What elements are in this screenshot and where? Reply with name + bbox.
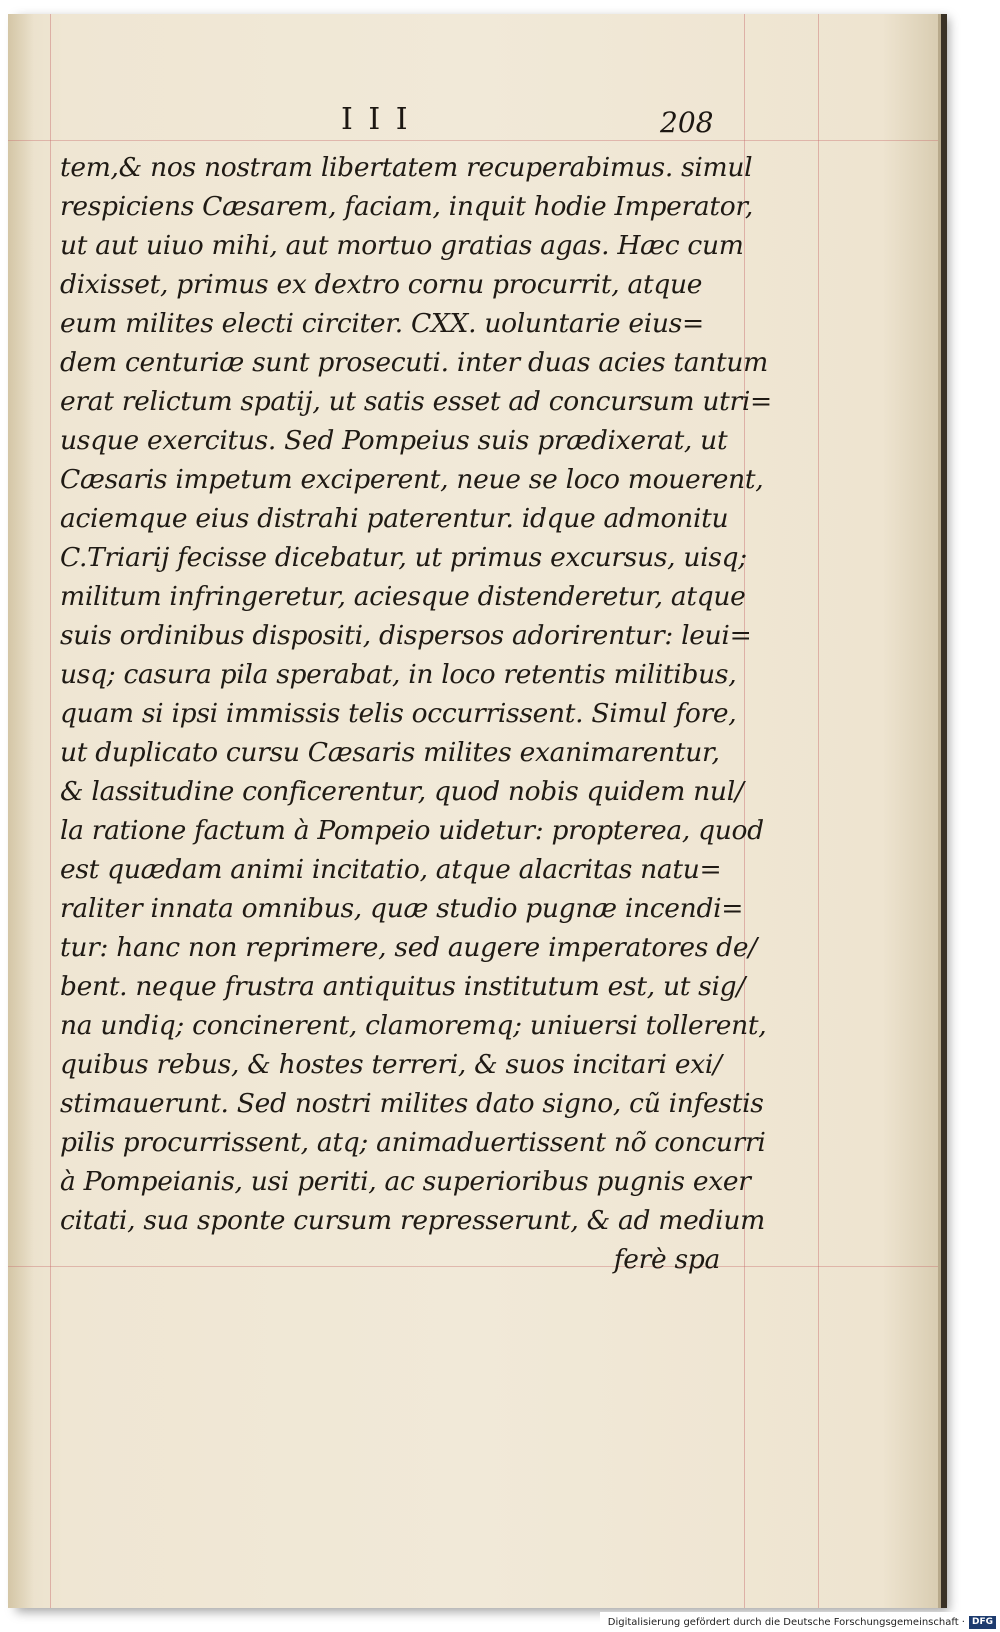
margin-rule-right (744, 14, 745, 1608)
body-text (60, 148, 772, 1279)
text-line: quibus rebus, & hostes terreri, & suos incitari exi/ (60, 1049, 722, 1080)
text-line: raliter innata omnibus, quæ studio pugnæ incendi= (60, 893, 744, 924)
text-line: militum infringeretur, aciesque distenderetur, atque (60, 581, 746, 612)
text-line: bent. neque frustra antiquitus institutum est, ut sig/ (60, 971, 745, 1002)
book-page (8, 14, 941, 1608)
text-line: la ratione factum à Pompeio uidetur: propterea, quod (60, 815, 764, 846)
text-line: est quædam animi incitatio, atque alacritas natu= (60, 854, 722, 885)
text-line: quam si ipsi immissis telis occurrissent. Simul fore, (60, 698, 737, 729)
text-line: pilis procurrissent, atq; animaduertissent nõ concurri (60, 1127, 766, 1158)
page-gutter-shadow (8, 14, 34, 1608)
text-line: ut aut uiuo mihi, aut mortuo gratias agas. Hæc cum (60, 230, 744, 261)
catchword: ferè spa (613, 1244, 720, 1275)
text-line: na undiq; concinerent, clamoremq; uniuersi tollerent, (60, 1010, 767, 1041)
page-number: 208 (660, 106, 714, 139)
text-line: respiciens Cæsarem, faciam, inquit hodie Imperator, (60, 191, 753, 222)
margin-rule-left (50, 14, 51, 1608)
text-line: dem centuriæ sunt prosecuti. inter duas acies tantum (60, 347, 768, 378)
text-line: erat relictum spatij, ut satis esset ad concursum utri= (60, 386, 772, 417)
margin-rule-outer (818, 14, 819, 1608)
text-line: usque exercitus. Sed Pompeius suis prædixerat, ut (60, 425, 728, 456)
text-line: aciemque eius distrahi paterentur. idque admonitu (60, 503, 729, 534)
text-line: à Pompeianis, usi periti, ac superioribus pugnis exer (60, 1166, 751, 1197)
text-line: eum milites electi circiter. CXX. uoluntarie eius= (60, 308, 704, 339)
text-line: tur: hanc non reprimere, sed augere imperatores de/ (60, 932, 757, 963)
text-line: tem,& nos nostram libertatem recuperabimus. simul (60, 152, 753, 183)
text-line: citati, sua sponte cursum represserunt, & ad medium (60, 1205, 765, 1236)
folio-signature: I I I (341, 102, 411, 137)
dfg-logo: DFG (969, 1616, 996, 1629)
text-line: stimauerunt. Sed nostri milites dato signo, cũ infestis (60, 1088, 764, 1119)
text-line: & lassitudine conficerentur, quod nobis quidem nul/ (60, 776, 744, 807)
text-line: Cæsaris impetum exciperent, neue se loco mouerent, (60, 464, 764, 495)
text-line: dixisset, primus ex dextro cornu procurrit, atque (60, 269, 703, 300)
text-line: suis ordinibus dispositi, dispersos adorirentur: leui= (60, 620, 752, 651)
credit-text: Digitalisierung gefördert durch die Deutsche Forschungsgemeinschaft · (607, 1616, 965, 1628)
running-header (8, 102, 938, 148)
text-line: C.Triarij fecisse dicebatur, ut primus excursus, uisq; (60, 542, 747, 573)
text-line: ut duplicato cursu Cæsaris milites exanimarentur, (60, 737, 720, 768)
digitization-credit (600, 1612, 1000, 1632)
text-line: usq; casura pila sperabat, in loco retentis militibus, (60, 659, 737, 690)
